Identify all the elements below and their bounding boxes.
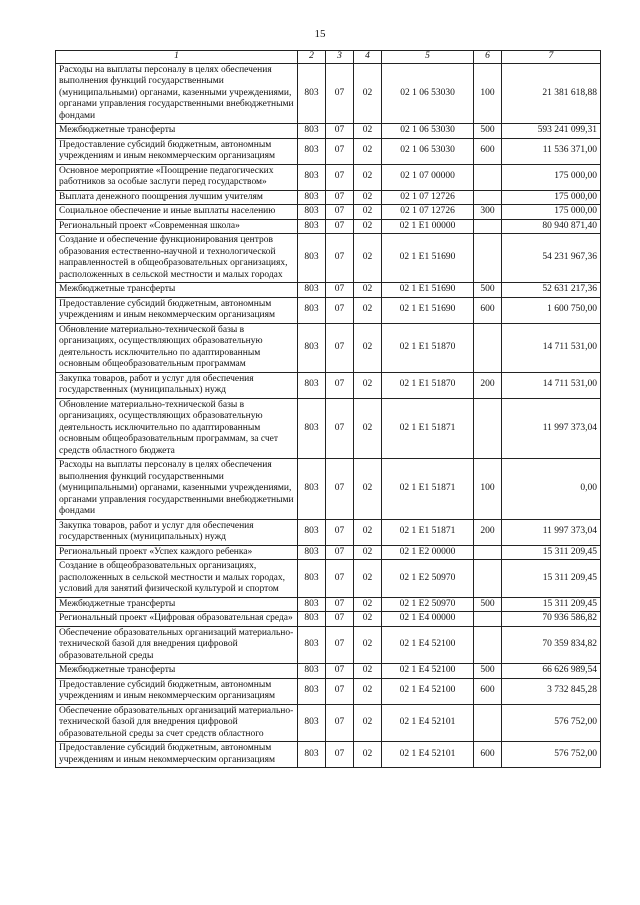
row-razdel-cell: 07	[326, 626, 354, 664]
table-row	[56, 164, 601, 190]
row-razdel-cell: 07	[326, 124, 354, 139]
budget-table	[55, 50, 601, 768]
row-name-cell: Закупка товаров, работ и услуг для обеспечения государственных (муниципальных) нужд	[56, 519, 298, 545]
row-name-cell: Социальное обеспечение и иные выплаты населению	[56, 205, 298, 220]
row-podrazdel-cell: 02	[354, 459, 382, 520]
row-target-article-cell: 02 1 E1 51690	[382, 234, 474, 283]
row-target-article-cell: 02 1 E1 51690	[382, 297, 474, 323]
row-podrazdel-cell: 02	[354, 704, 382, 742]
header-cell: 7	[502, 51, 601, 64]
row-razdel-cell: 07	[326, 234, 354, 283]
row-glava-cell: 803	[298, 626, 326, 664]
row-razdel-cell: 07	[326, 704, 354, 742]
table-row	[56, 63, 601, 124]
row-target-article-cell: 02 1 E4 52100	[382, 678, 474, 704]
table-row	[56, 597, 601, 612]
row-target-article-cell: 02 1 E4 52101	[382, 704, 474, 742]
row-name-cell: Межбюджетные трансферты	[56, 664, 298, 679]
row-podrazdel-cell: 02	[354, 164, 382, 190]
table-row	[56, 664, 601, 679]
row-name-cell: Региональный проект «Современная школа»	[56, 219, 298, 234]
row-amount-cell: 3 732 845,28	[502, 678, 601, 704]
row-glava-cell: 803	[298, 678, 326, 704]
row-podrazdel-cell: 02	[354, 190, 382, 205]
row-razdel-cell: 07	[326, 664, 354, 679]
row-name-cell: Создание и обеспечение функционирования центров образования естественно-научной и технологической направленностей в общеобразовательных организациях, расположенных в сельской местности и малых городах	[56, 234, 298, 283]
row-podrazdel-cell: 02	[354, 283, 382, 298]
row-glava-cell: 803	[298, 323, 326, 372]
row-expense-type-cell	[474, 626, 502, 664]
row-podrazdel-cell: 02	[354, 597, 382, 612]
row-razdel-cell: 07	[326, 205, 354, 220]
row-target-article-cell: 02 1 E4 52100	[382, 626, 474, 664]
row-podrazdel-cell: 02	[354, 124, 382, 139]
row-glava-cell: 803	[298, 372, 326, 398]
row-glava-cell: 803	[298, 519, 326, 545]
row-podrazdel-cell: 02	[354, 678, 382, 704]
row-name-cell: Обновление материально-технической базы в организациях, осуществляющих образовательную деятельность исключительно по адаптированным основным общеобразовательным программам	[56, 323, 298, 372]
row-amount-cell: 15 311 209,45	[502, 560, 601, 598]
row-razdel-cell: 07	[326, 597, 354, 612]
row-expense-type-cell	[474, 398, 502, 459]
row-name-cell: Создание в общеобразовательных организациях, расположенных в сельской местности и малых городах, условий для занятий физической культурой и спортом	[56, 560, 298, 598]
row-amount-cell: 1 600 750,00	[502, 297, 601, 323]
row-name-cell: Расходы на выплаты персоналу в целях обеспечения выполнения функций государственными (муниципальными) органами, казенными учреждениями, органами управления государственными внебюджетными фондами	[56, 63, 298, 124]
row-target-article-cell: 02 1 E1 51871	[382, 459, 474, 520]
table-row	[56, 205, 601, 220]
table-row	[56, 545, 601, 560]
row-razdel-cell: 07	[326, 459, 354, 520]
row-glava-cell: 803	[298, 597, 326, 612]
row-amount-cell: 70 936 586,82	[502, 612, 601, 627]
row-amount-cell: 14 711 531,00	[502, 323, 601, 372]
row-razdel-cell: 07	[326, 283, 354, 298]
row-amount-cell: 11 997 373,04	[502, 519, 601, 545]
header-cell: 4	[354, 51, 382, 64]
row-expense-type-cell	[474, 234, 502, 283]
table-row	[56, 323, 601, 372]
row-name-cell: Региональный проект «Цифровая образовательная среда»	[56, 612, 298, 627]
row-expense-type-cell	[474, 323, 502, 372]
row-glava-cell: 803	[298, 164, 326, 190]
row-target-article-cell: 02 1 07 00000	[382, 164, 474, 190]
row-name-cell: Предоставление субсидий бюджетным, автономным учреждениям и иным некоммерческим организациям	[56, 742, 298, 768]
row-target-article-cell: 02 1 E2 00000	[382, 545, 474, 560]
row-expense-type-cell: 200	[474, 372, 502, 398]
row-expense-type-cell	[474, 612, 502, 627]
table-row	[56, 190, 601, 205]
row-glava-cell: 803	[298, 234, 326, 283]
row-target-article-cell: 02 1 06 53030	[382, 124, 474, 139]
row-podrazdel-cell: 02	[354, 612, 382, 627]
row-glava-cell: 803	[298, 612, 326, 627]
row-glava-cell: 803	[298, 545, 326, 560]
row-target-article-cell: 02 1 E4 52100	[382, 664, 474, 679]
row-amount-cell: 70 359 834,82	[502, 626, 601, 664]
table-row	[56, 704, 601, 742]
row-razdel-cell: 07	[326, 63, 354, 124]
row-podrazdel-cell: 02	[354, 297, 382, 323]
table-row	[56, 234, 601, 283]
row-razdel-cell: 07	[326, 138, 354, 164]
row-podrazdel-cell: 02	[354, 205, 382, 220]
header-cell: 5	[382, 51, 474, 64]
row-glava-cell: 803	[298, 283, 326, 298]
row-amount-cell: 66 626 989,54	[502, 664, 601, 679]
row-razdel-cell: 07	[326, 297, 354, 323]
row-expense-type-cell	[474, 704, 502, 742]
row-amount-cell: 52 631 217,36	[502, 283, 601, 298]
header-cell: 6	[474, 51, 502, 64]
row-razdel-cell: 07	[326, 545, 354, 560]
table-row	[56, 519, 601, 545]
row-expense-type-cell: 600	[474, 742, 502, 768]
row-amount-cell: 175 000,00	[502, 190, 601, 205]
row-target-article-cell: 02 1 E4 52101	[382, 742, 474, 768]
row-amount-cell: 15 311 209,45	[502, 545, 601, 560]
row-razdel-cell: 07	[326, 190, 354, 205]
row-glava-cell: 803	[298, 124, 326, 139]
header-cell: 1	[56, 51, 298, 64]
row-expense-type-cell: 600	[474, 678, 502, 704]
row-amount-cell: 21 381 618,88	[502, 63, 601, 124]
table-row	[56, 124, 601, 139]
table-row	[56, 626, 601, 664]
row-name-cell: Предоставление субсидий бюджетным, автономным учреждениям и иным некоммерческим организациям	[56, 138, 298, 164]
row-razdel-cell: 07	[326, 519, 354, 545]
table-row	[56, 283, 601, 298]
row-target-article-cell: 02 1 E4 00000	[382, 612, 474, 627]
row-glava-cell: 803	[298, 398, 326, 459]
row-amount-cell: 175 000,00	[502, 205, 601, 220]
row-glava-cell: 803	[298, 219, 326, 234]
table-row	[56, 219, 601, 234]
row-target-article-cell: 02 1 06 53030	[382, 63, 474, 124]
row-name-cell: Обеспечение образовательных организаций материально-технической базой для внедрения цифровой образовательной среды за счет средств областного	[56, 704, 298, 742]
table-row	[56, 138, 601, 164]
row-razdel-cell: 07	[326, 612, 354, 627]
row-expense-type-cell	[474, 190, 502, 205]
row-podrazdel-cell: 02	[354, 519, 382, 545]
row-target-article-cell: 02 1 E1 51871	[382, 398, 474, 459]
row-amount-cell: 0,00	[502, 459, 601, 520]
table-row	[56, 398, 601, 459]
table-row	[56, 372, 601, 398]
row-expense-type-cell: 500	[474, 283, 502, 298]
row-name-cell: Расходы на выплаты персоналу в целях обеспечения выполнения функций государственными (муниципальными) органами, казенными учреждениями, органами управления государственными внебюджетными фондами	[56, 459, 298, 520]
table-header-row	[56, 51, 601, 64]
row-name-cell: Предоставление субсидий бюджетным, автономным учреждениям и иным некоммерческим организациям	[56, 678, 298, 704]
table-row	[56, 742, 601, 768]
row-expense-type-cell: 300	[474, 205, 502, 220]
row-razdel-cell: 07	[326, 742, 354, 768]
row-name-cell: Обеспечение образовательных организаций материально-технической базой для внедрения цифровой образовательной среды	[56, 626, 298, 664]
row-name-cell: Основное мероприятие «Поощрение педагогических работников за особые заслуги перед государством»	[56, 164, 298, 190]
row-podrazdel-cell: 02	[354, 560, 382, 598]
row-podrazdel-cell: 02	[354, 398, 382, 459]
row-podrazdel-cell: 02	[354, 742, 382, 768]
row-target-article-cell: 02 1 E1 00000	[382, 219, 474, 234]
row-name-cell: Обновление материально-технической базы в организациях, осуществляющих образовательную деятельность исключительно по адаптированным основным общеобразовательным программам, за счет средств областного бюджета	[56, 398, 298, 459]
row-target-article-cell: 02 1 E2 50970	[382, 597, 474, 612]
row-razdel-cell: 07	[326, 398, 354, 459]
row-amount-cell: 11 536 371,00	[502, 138, 601, 164]
row-amount-cell: 80 940 871,40	[502, 219, 601, 234]
table-row	[56, 560, 601, 598]
row-glava-cell: 803	[298, 138, 326, 164]
row-amount-cell: 54 231 967,36	[502, 234, 601, 283]
row-podrazdel-cell: 02	[354, 234, 382, 283]
row-name-cell: Межбюджетные трансферты	[56, 283, 298, 298]
row-expense-type-cell: 600	[474, 138, 502, 164]
row-target-article-cell: 02 1 E1 51870	[382, 372, 474, 398]
row-glava-cell: 803	[298, 63, 326, 124]
row-name-cell: Предоставление субсидий бюджетным, автономным учреждениям и иным некоммерческим организациям	[56, 297, 298, 323]
row-name-cell: Закупка товаров, работ и услуг для обеспечения государственных (муниципальных) нужд	[56, 372, 298, 398]
row-expense-type-cell: 500	[474, 664, 502, 679]
row-amount-cell: 576 752,00	[502, 742, 601, 768]
table-row	[56, 612, 601, 627]
header-cell: 3	[326, 51, 354, 64]
row-glava-cell: 803	[298, 459, 326, 520]
row-expense-type-cell	[474, 545, 502, 560]
row-glava-cell: 803	[298, 297, 326, 323]
row-expense-type-cell	[474, 560, 502, 598]
header-cell: 2	[298, 51, 326, 64]
row-target-article-cell: 02 1 E1 51690	[382, 283, 474, 298]
row-amount-cell: 175 000,00	[502, 164, 601, 190]
row-target-article-cell: 02 1 E2 50970	[382, 560, 474, 598]
row-expense-type-cell: 500	[474, 597, 502, 612]
row-name-cell: Межбюджетные трансферты	[56, 597, 298, 612]
row-expense-type-cell: 200	[474, 519, 502, 545]
row-target-article-cell: 02 1 E1 51870	[382, 323, 474, 372]
row-expense-type-cell	[474, 164, 502, 190]
row-podrazdel-cell: 02	[354, 219, 382, 234]
row-glava-cell: 803	[298, 742, 326, 768]
row-razdel-cell: 07	[326, 678, 354, 704]
row-glava-cell: 803	[298, 190, 326, 205]
row-podrazdel-cell: 02	[354, 138, 382, 164]
row-amount-cell: 576 752,00	[502, 704, 601, 742]
table-row	[56, 297, 601, 323]
row-target-article-cell: 02 1 07 12726	[382, 205, 474, 220]
row-name-cell: Выплата денежного поощрения лучшим учителям	[56, 190, 298, 205]
row-podrazdel-cell: 02	[354, 63, 382, 124]
row-amount-cell: 15 311 209,45	[502, 597, 601, 612]
row-podrazdel-cell: 02	[354, 626, 382, 664]
row-razdel-cell: 07	[326, 323, 354, 372]
row-target-article-cell: 02 1 E1 51871	[382, 519, 474, 545]
row-expense-type-cell: 600	[474, 297, 502, 323]
row-target-article-cell: 02 1 07 12726	[382, 190, 474, 205]
row-amount-cell: 14 711 531,00	[502, 372, 601, 398]
row-glava-cell: 803	[298, 664, 326, 679]
row-name-cell: Региональный проект «Успех каждого ребенка»	[56, 545, 298, 560]
row-podrazdel-cell: 02	[354, 664, 382, 679]
row-glava-cell: 803	[298, 704, 326, 742]
row-razdel-cell: 07	[326, 372, 354, 398]
row-name-cell: Межбюджетные трансферты	[56, 124, 298, 139]
row-expense-type-cell: 100	[474, 459, 502, 520]
row-podrazdel-cell: 02	[354, 323, 382, 372]
row-amount-cell: 593 241 099,31	[502, 124, 601, 139]
table-row	[56, 678, 601, 704]
row-expense-type-cell: 500	[474, 124, 502, 139]
row-target-article-cell: 02 1 06 53030	[382, 138, 474, 164]
page-number: 15	[314, 28, 326, 40]
row-expense-type-cell: 100	[474, 63, 502, 124]
row-expense-type-cell	[474, 219, 502, 234]
row-amount-cell: 11 997 373,04	[502, 398, 601, 459]
row-podrazdel-cell: 02	[354, 545, 382, 560]
row-razdel-cell: 07	[326, 164, 354, 190]
row-glava-cell: 803	[298, 205, 326, 220]
row-razdel-cell: 07	[326, 219, 354, 234]
row-podrazdel-cell: 02	[354, 372, 382, 398]
table-row	[56, 459, 601, 520]
row-razdel-cell: 07	[326, 560, 354, 598]
row-glava-cell: 803	[298, 560, 326, 598]
